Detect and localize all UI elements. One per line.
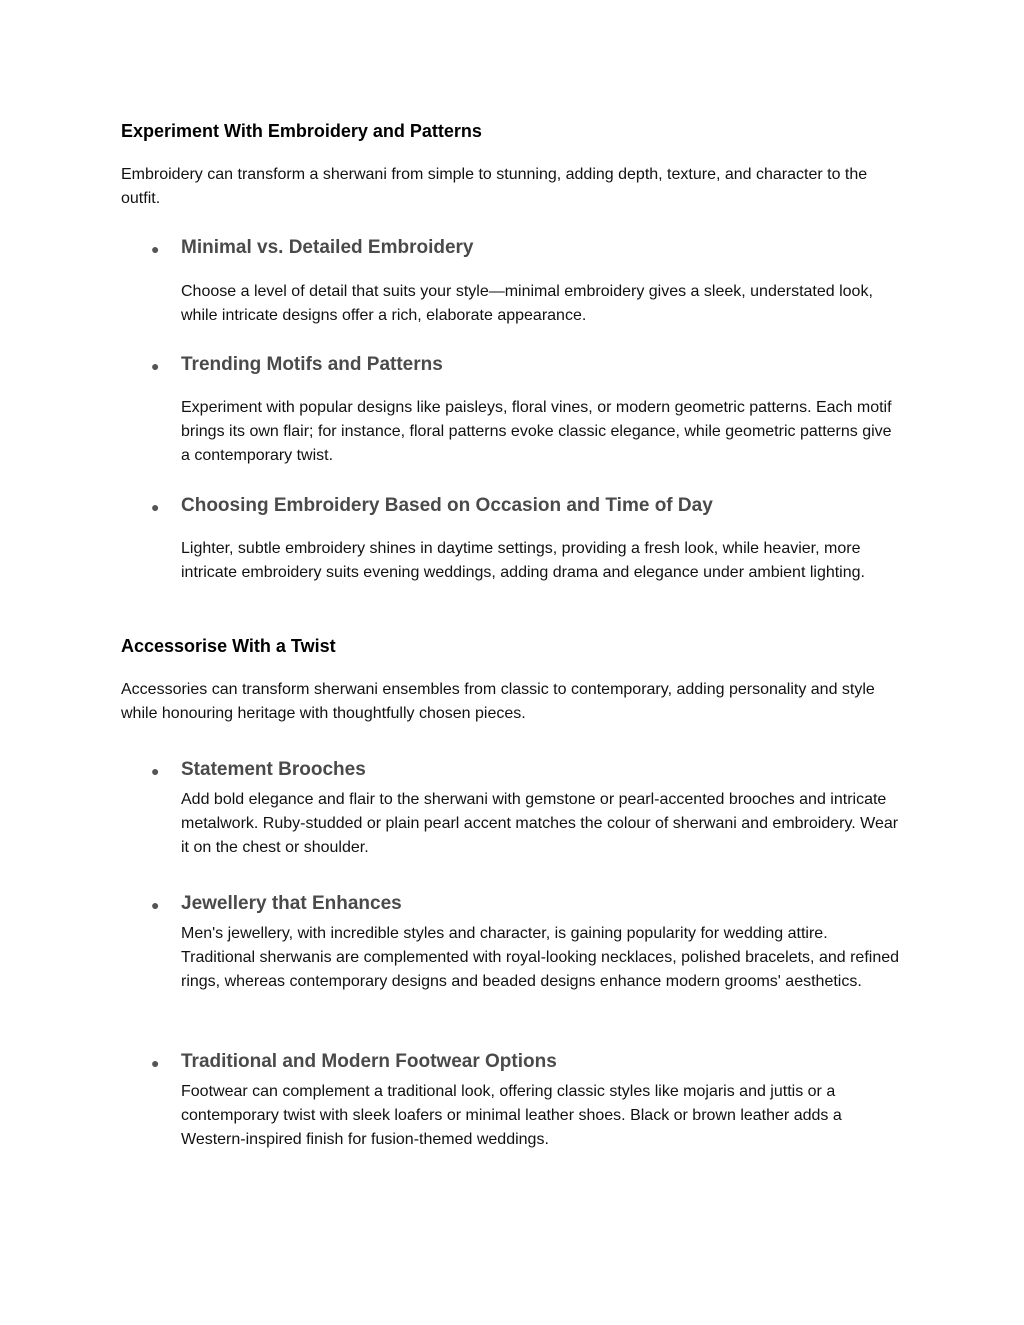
item-title: Trending Motifs and Patterns bbox=[181, 354, 443, 375]
item-text: Add bold elegance and flair to the sherwani with gemstone or pearl-accented brooches and intricate metalwork. Ruby-studded or plain pearl accent matches the colour of sherwani and embroidery. Wear it on the chest or shoulder. bbox=[181, 791, 899, 856]
item-title: Choosing Embroidery Based on Occasion and Time of Day bbox=[181, 495, 713, 516]
bullet-icon: ● bbox=[151, 1055, 160, 1071]
bullet-icon: ● bbox=[151, 499, 160, 515]
item-text: Footwear can complement a traditional look, offering classic styles like mojaris and juttis or a contemporary twist with sleek loafers or minimal leather shoes. Black or brown leather adds a Western-inspired finish for fusion-themed weddings. bbox=[181, 1083, 842, 1148]
section-heading: Experiment With Embroidery and Patterns bbox=[121, 121, 482, 141]
item-text: Experiment with popular designs like paisleys, floral vines, or modern geometric patterns. Each motif brings its own flair; for instance, floral patterns evoke classic elegance, while geometric patterns give a contemporary twist. bbox=[181, 399, 892, 464]
bullet-icon: ● bbox=[151, 897, 160, 913]
section-intro: Embroidery can transform a sherwani from simple to stunning, adding depth, texture, and character to the outfit. bbox=[121, 166, 868, 207]
item-text: Choose a level of detail that suits your style—minimal embroidery gives a sleek, understated look, while intricate designs offer a rich, elaborate appearance. bbox=[181, 283, 873, 324]
item-title: Statement Brooches bbox=[181, 759, 366, 780]
bullet-icon: ● bbox=[151, 241, 160, 257]
item-text: Lighter, subtle embroidery shines in daytime settings, providing a fresh look, while heavier, more intricate embroidery suits evening weddings, adding drama and elegance under ambient lighting. bbox=[181, 540, 865, 581]
item-title: Jewellery that Enhances bbox=[181, 893, 402, 914]
section-intro: Accessories can transform sherwani ensembles from classic to contemporary, adding personality and style while honouring heritage with thoughtfully chosen pieces. bbox=[121, 681, 875, 722]
item-text: Men's jewellery, with incredible styles and character, is gaining popularity for wedding attire. Traditional sherwanis are complemented with royal-looking necklaces, polished bracelets, and refined rings, whereas contemporary designs and beaded designs enhance modern grooms' aesthetics. bbox=[181, 925, 900, 990]
bullet-icon: ● bbox=[151, 763, 160, 779]
bullet-icon: ● bbox=[151, 358, 160, 374]
section-heading: Accessorise With a Twist bbox=[121, 636, 336, 656]
item-title: Traditional and Modern Footwear Options bbox=[181, 1051, 557, 1072]
item-title: Minimal vs. Detailed Embroidery bbox=[181, 237, 474, 258]
